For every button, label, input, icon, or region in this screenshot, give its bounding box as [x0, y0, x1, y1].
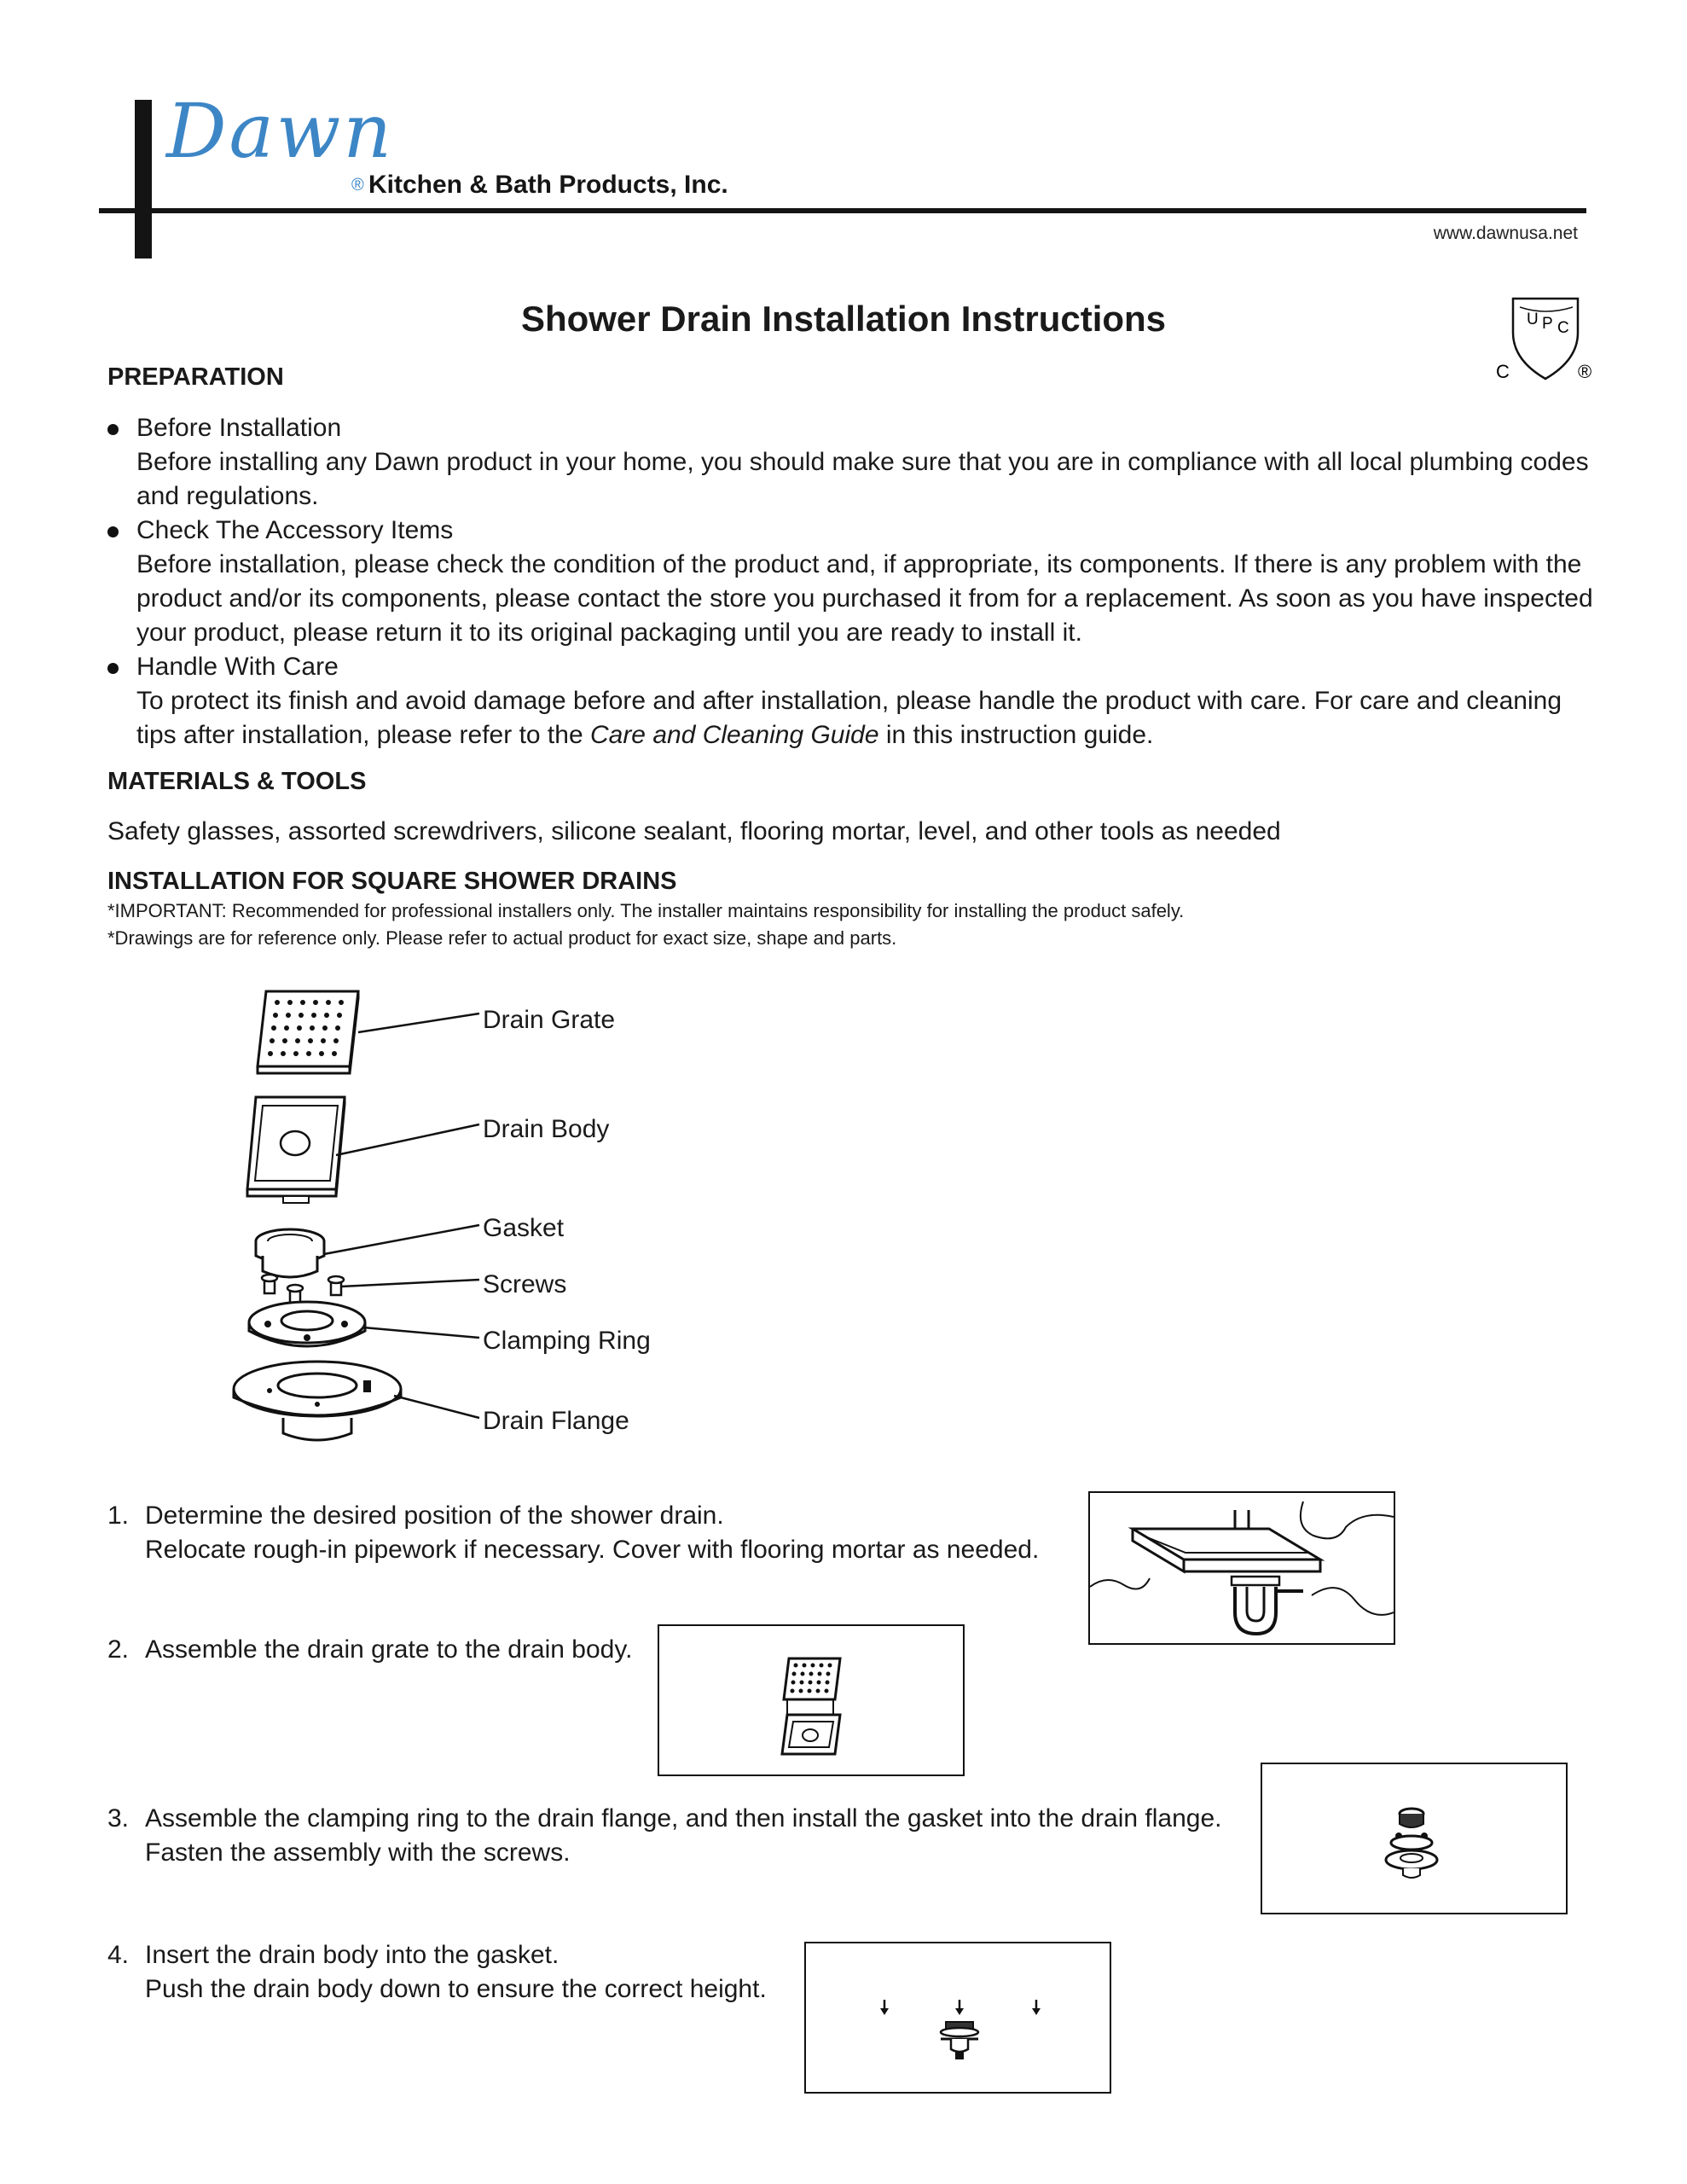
- step-3-illustration: [1261, 1763, 1568, 1914]
- list-item-title: Before Installation: [136, 414, 342, 442]
- care-text-a: To protect its finish and avoid damage before and after installation, please handle the product with care. For care and cleaning tips after installation, please refer to the: [136, 687, 1562, 749]
- materials-heading: MATERIALS & TOOLS: [107, 768, 367, 795]
- screws-drawing: [262, 1275, 344, 1304]
- upc-letter-p: P: [1542, 315, 1553, 333]
- website-url: www.dawnusa.net: [1433, 224, 1578, 243]
- step-line: Fasten the assembly with the screws.: [145, 1838, 571, 1867]
- part-label-drain-grate: Drain Grate: [483, 1006, 616, 1034]
- list-item-text: Before installing any Dawn product in your home, you should make sure that you are in compliance with all local plumbing codes and regulations.: [136, 448, 1589, 510]
- upc-letter-u: U: [1527, 311, 1539, 328]
- step-line: Assemble the clamping ring to the drain flange, and then install the gasket into the drain flange.: [145, 1804, 1222, 1833]
- drawings-note: *Drawings are for reference only. Please refer to actual product for exact size, shape and parts.: [107, 927, 897, 949]
- registered-mark: ®: [351, 176, 364, 195]
- care-guide-reference: Care and Cleaning Guide: [589, 721, 879, 749]
- brand-logo: Dawn: [166, 87, 395, 175]
- list-item-title: Handle With Care: [136, 653, 339, 681]
- preparation-list: [107, 411, 1609, 752]
- leader-line: [394, 1396, 479, 1418]
- list-item: [107, 650, 1609, 752]
- clamping-ring-drawing: [249, 1302, 365, 1346]
- step-line: Push the drain body down to ensure the correct height.: [145, 1975, 767, 2003]
- drain-flange-drawing: [234, 1362, 401, 1440]
- step-1-illustration: [1088, 1491, 1395, 1645]
- leader-line: [363, 1327, 479, 1338]
- header-rule: [99, 208, 1586, 213]
- step-4: [107, 1938, 129, 1972]
- step-3: [107, 1802, 129, 1836]
- step-line: Relocate rough-in pipework if necessary. Cover with flooring mortar as needed.: [145, 1536, 1040, 1564]
- drain-body-drawing: [247, 1097, 345, 1203]
- upc-registered: ®: [1578, 361, 1592, 382]
- preparation-heading: PREPARATION: [107, 363, 284, 391]
- step-3-text: [145, 1802, 1245, 1870]
- leader-line: [341, 1280, 479, 1287]
- leader-line: [324, 1225, 479, 1254]
- materials-text: Safety glasses, assorted screwdrivers, silicone sealant, flooring mortar, level, and other tools as needed: [107, 817, 1281, 845]
- step-line: Assemble the drain grate to the drain body.: [145, 1635, 633, 1664]
- step-2-illustration: [658, 1624, 965, 1776]
- upc-certification-icon: [1494, 290, 1597, 384]
- step-line: Insert the drain body into the gasket.: [145, 1941, 559, 1969]
- part-label-drain-flange: Drain Flange: [483, 1407, 629, 1435]
- list-item: [107, 514, 1609, 650]
- part-label-drain-body: Drain Body: [483, 1115, 610, 1143]
- step-2: [107, 1633, 129, 1667]
- step-number: 3.: [107, 1804, 130, 1833]
- drain-grate-drawing: [258, 991, 358, 1073]
- logo-vertical-bar: [135, 100, 152, 258]
- step-number: 1.: [107, 1502, 130, 1530]
- gasket-drawing: [256, 1229, 324, 1277]
- important-note: *IMPORTANT: Recommended for professional installers only. The installer maintains responsibility for installing the product safely.: [107, 900, 1185, 921]
- list-item-title: Check The Accessory Items: [136, 516, 454, 544]
- page-title: Shower Drain Installation Instructions: [520, 299, 1167, 339]
- exploded-parts-diagram: [230, 981, 503, 1459]
- step-line: Determine the desired position of the shower drain.: [145, 1502, 724, 1530]
- part-label-clamping-ring: Clamping Ring: [483, 1327, 651, 1355]
- upc-canada-c: C: [1496, 361, 1510, 382]
- leader-line: [336, 1124, 479, 1155]
- company-name: Kitchen & Bath Products, Inc.: [368, 171, 728, 199]
- down-arrow-icon: [955, 2000, 964, 2015]
- step-1-text: [145, 1499, 1066, 1567]
- list-item: [107, 411, 1609, 514]
- list-item-text: Before installation, please check the condition of the product and, if appropriate, its components. If there is any problem with the product and/or its components, please contact the store you purchased it from for a replacement. As soon as you have inspected your product, please return it to its original packaging until you are ready to install it.: [136, 550, 1593, 647]
- step-4-text: [145, 1938, 793, 2007]
- step-4-illustration: [804, 1942, 1111, 2094]
- installation-heading: INSTALLATION FOR SQUARE SHOWER DRAINS: [107, 868, 677, 895]
- step-number: 2.: [107, 1635, 130, 1664]
- leader-line: [358, 1014, 479, 1032]
- upc-letter-c: C: [1557, 319, 1569, 337]
- list-item-text: [136, 684, 1609, 752]
- part-label-gasket: Gasket: [483, 1214, 565, 1242]
- down-arrow-icon: [880, 2000, 889, 2015]
- step-2-text: [145, 1633, 657, 1667]
- down-arrow-icon: [1032, 2000, 1041, 2015]
- care-text-b: in this instruction guide.: [878, 721, 1154, 749]
- part-label-screws: Screws: [483, 1270, 567, 1298]
- step-number: 4.: [107, 1941, 130, 1969]
- step-1: [107, 1499, 129, 1533]
